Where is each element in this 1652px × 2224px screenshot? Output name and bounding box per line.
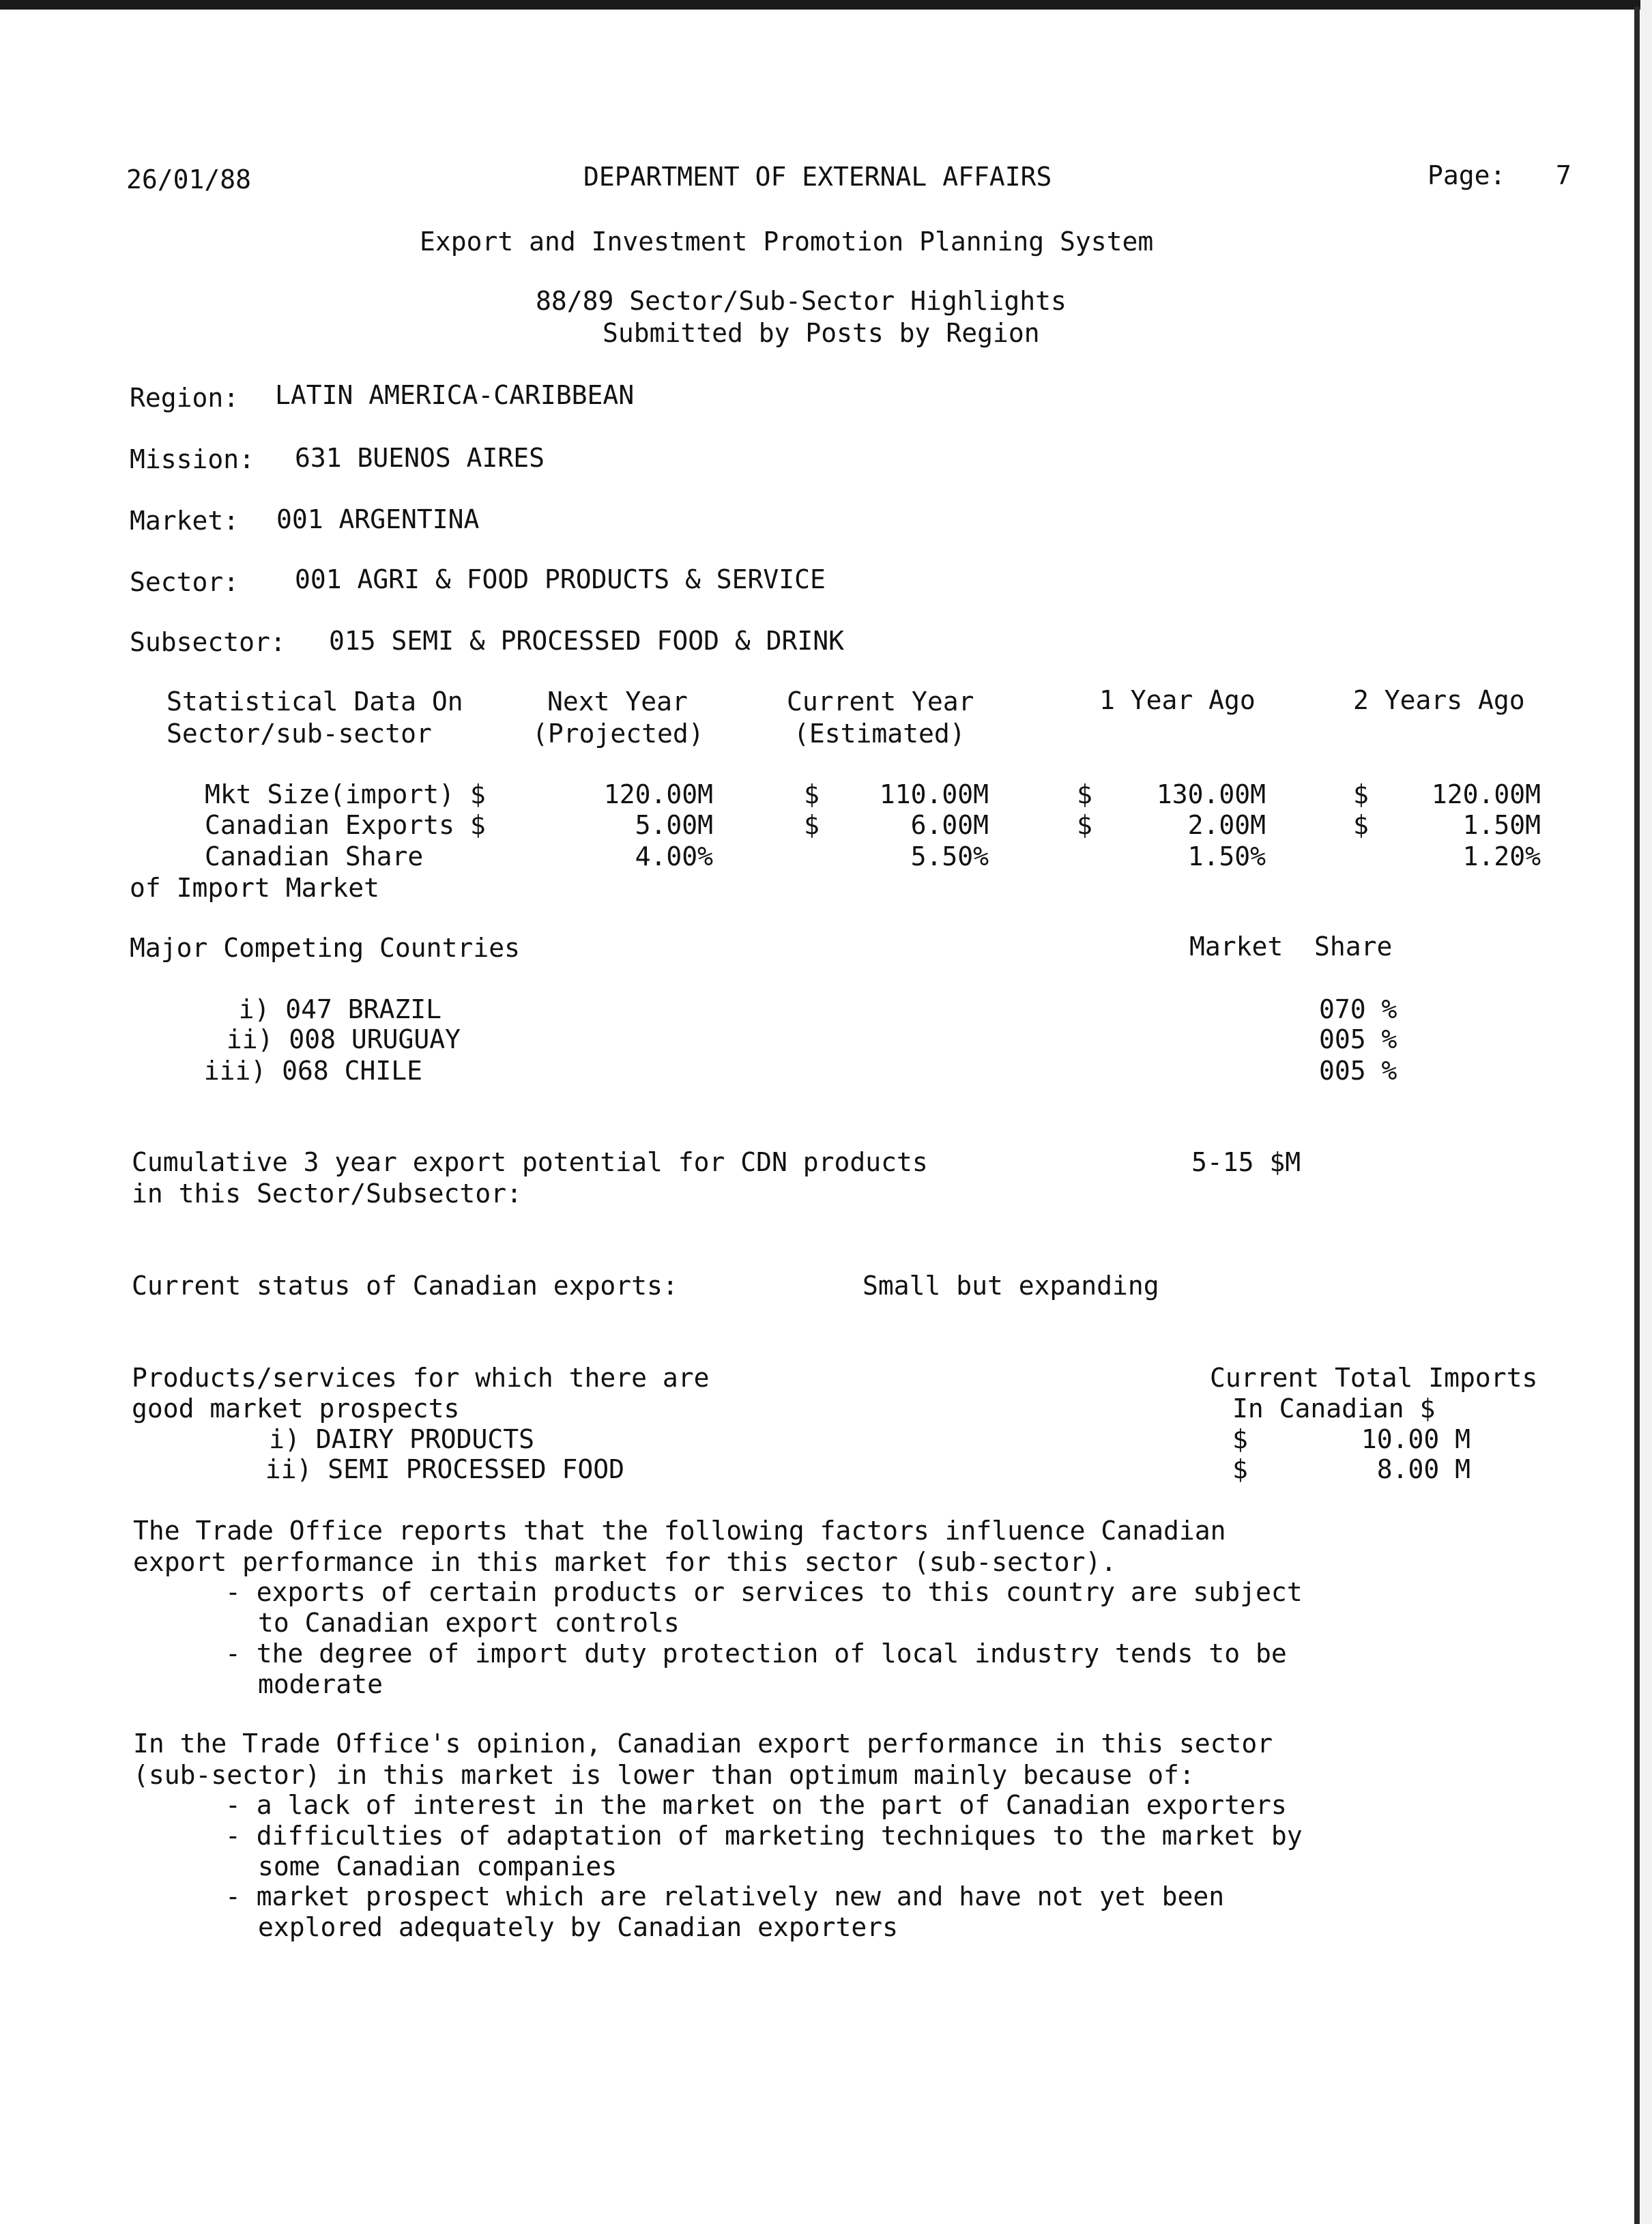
region-label: Region: [130, 383, 240, 413]
row-canadian-exports-label: Canadian Exports $ [205, 810, 486, 840]
market-label: Market: [130, 506, 240, 536]
status-label: Current status of Canadian exports: [132, 1271, 678, 1301]
region-value: LATIN AMERICA-CARIBBEAN [275, 380, 635, 410]
exports-next-year: 5.00M [635, 810, 713, 840]
report-subtitle: Submitted by Posts by Region [603, 318, 1040, 348]
col-2-years-ago: 2 Years Ago [1353, 685, 1525, 715]
sector-label: Sector: [130, 567, 240, 597]
prospects-line1: Products/services for which there are [132, 1363, 710, 1393]
market-value: 001 ARGENTINA [276, 504, 480, 534]
currency-symbol: $ [804, 779, 820, 809]
mkt-size-2-years-ago: 120.00M [1431, 779, 1541, 809]
currency-symbol: $ [1232, 1454, 1248, 1484]
prospect-item-label: ii) SEMI PROCESSED FOOD [265, 1454, 624, 1484]
mkt-size-current-year: 110.00M [879, 779, 989, 809]
mission-value: 631 BUENOS AIRES [295, 443, 545, 473]
system-title: Export and Investment Promotion Planning System [420, 227, 1154, 257]
col-current-year: Current Year [787, 687, 974, 717]
mkt-size-1-year-ago: 130.00M [1156, 779, 1266, 809]
currency-symbol: $ [1077, 810, 1092, 840]
share-1-year-ago: 1.50% [1187, 841, 1266, 871]
opinion-bullet: - market prospect which are relatively new and have not yet been [225, 1881, 1225, 1911]
prospect-item-value: 8.00 M [1376, 1454, 1470, 1484]
exports-1-year-ago: 2.00M [1187, 810, 1266, 840]
imports-header-line1: Current Total Imports [1210, 1363, 1538, 1393]
scan-top-border [0, 0, 1652, 10]
prospects-line2: good market prospects [132, 1393, 460, 1424]
opinion-intro-line1: In the Trade Office's opinion, Canadian export performance in this sector [133, 1729, 1273, 1759]
row-canadian-share-label: Canadian Share [205, 841, 424, 871]
scan-right-margin [1640, 0, 1652, 2224]
share-next-year: 4.00% [635, 841, 713, 871]
potential-line1: Cumulative 3 year export potential for CDN products [132, 1147, 928, 1177]
scan-right-edge [1634, 7, 1640, 2224]
factor-bullet-continued: to Canadian export controls [258, 1608, 680, 1638]
row-mkt-size-label: Mkt Size(import) $ [205, 779, 486, 809]
prospect-item-label: i) DAIRY PRODUCTS [269, 1424, 534, 1454]
col-1-year-ago: 1 Year Ago [1099, 685, 1256, 715]
potential-line2: in this Sector/Subsector: [132, 1179, 522, 1209]
currency-symbol: $ [1353, 779, 1369, 809]
department-title: DEPARTMENT OF EXTERNAL AFFAIRS [583, 162, 1052, 192]
competitor-label: iii) 068 CHILE [203, 1056, 422, 1086]
factor-bullet: - the degree of import duty protection of local industry tends to be [225, 1638, 1287, 1669]
market-share-header: Market Share [1189, 932, 1393, 962]
exports-current-year: 6.00M [910, 810, 989, 840]
competitors-title: Major Competing Countries [130, 933, 520, 963]
page-label: Page: [1428, 160, 1506, 190]
mission-label: Mission: [130, 444, 255, 474]
share-2-years-ago: 1.20% [1462, 841, 1541, 871]
factor-bullet: - exports of certain products or services to this country are subject [225, 1577, 1303, 1607]
currency-symbol: $ [1353, 810, 1369, 840]
exports-2-years-ago: 1.50M [1462, 810, 1541, 840]
potential-value: 5-15 $M [1191, 1147, 1301, 1177]
sector-value: 001 AGRI & FOOD PRODUCTS & SERVICE [295, 564, 826, 594]
opinion-bullet: - difficulties of adaptation of marketing techniques to the market by [225, 1821, 1303, 1851]
competitor-share: 005 % [1319, 1024, 1397, 1054]
competitor-label: i) 047 BRAZIL [238, 994, 441, 1024]
mkt-size-next-year: 120.00M [603, 779, 713, 809]
report-title: 88/89 Sector/Sub-Sector Highlights [536, 286, 1067, 316]
stats-header-line2: Sector/sub-sector [166, 719, 432, 749]
competitor-share: 005 % [1319, 1056, 1397, 1086]
col-current-year-sub: (Estimated) [794, 719, 966, 749]
col-next-year: Next Year [547, 687, 688, 717]
currency-symbol: $ [1232, 1424, 1248, 1454]
factors-intro-line1: The Trade Office reports that the following factors influence Canadian [133, 1516, 1226, 1546]
report-date: 26/01/88 [126, 164, 252, 194]
competitor-share: 070 % [1319, 994, 1397, 1024]
currency-symbol: $ [1077, 779, 1092, 809]
opinion-intro-line2: (sub-sector) in this market is lower than optimum mainly because of: [133, 1760, 1195, 1790]
competitor-label: ii) 008 URUGUAY [226, 1024, 461, 1054]
subsector-value: 015 SEMI & PROCESSED FOOD & DRINK [329, 626, 844, 656]
share-current-year: 5.50% [910, 841, 989, 871]
opinion-bullet-continued: explored adequately by Canadian exporters [258, 1912, 898, 1942]
status-value: Small but expanding [863, 1271, 1159, 1301]
prospect-item-value: 10.00 M [1361, 1424, 1470, 1454]
page-number: 7 [1556, 160, 1571, 190]
stats-header-line1: Statistical Data On [166, 687, 463, 717]
factor-bullet-continued: moderate [258, 1669, 383, 1699]
share-suffix: of Import Market [130, 873, 380, 903]
opinion-bullet-continued: some Canadian companies [258, 1851, 618, 1881]
opinion-bullet: - a lack of interest in the market on the part of Canadian exporters [225, 1790, 1287, 1820]
col-next-year-sub: (Projected) [532, 719, 704, 749]
currency-symbol: $ [804, 810, 820, 840]
imports-header-line2: In Canadian $ [1232, 1393, 1436, 1424]
factors-intro-line2: export performance in this market for this sector (sub-sector). [133, 1547, 1117, 1577]
subsector-label: Subsector: [130, 627, 286, 657]
